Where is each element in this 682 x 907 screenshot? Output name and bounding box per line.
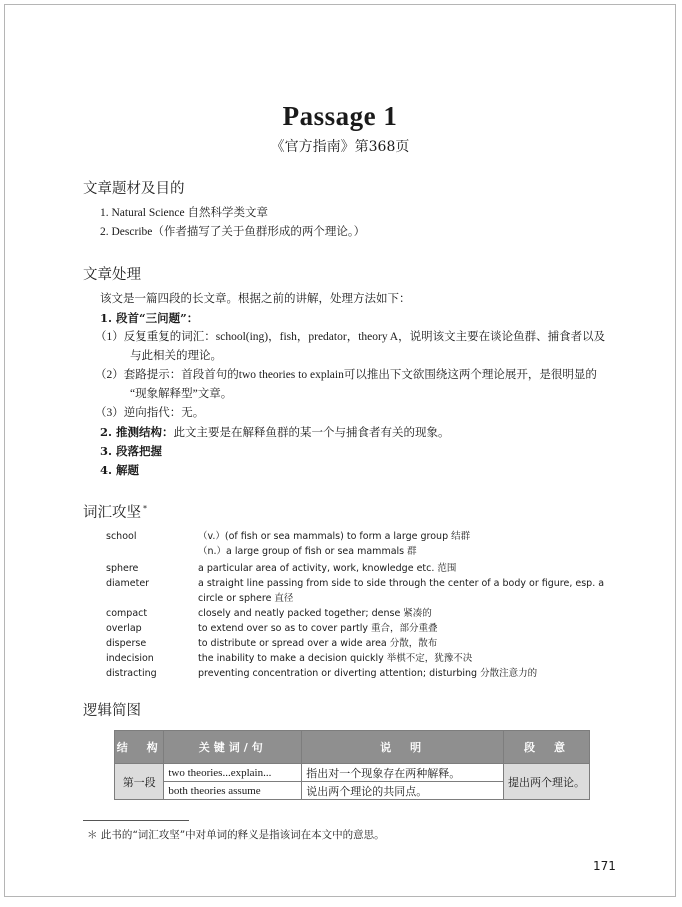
vocab-definition: （n.）a large group of fish or sea mammals 群 bbox=[198, 546, 417, 557]
process-item-2-line-1: （2）套路提示：首段首句的two theories to explain可以推出下文欲围绕这两个理论展开，是很明显的 bbox=[95, 369, 597, 381]
process-item-2-line-2: “现象解释型”文章。 bbox=[130, 388, 233, 400]
cell-meaning: 提出两个理论。 bbox=[503, 764, 589, 800]
theme-item-2: 2. Describe（作者描写了关于鱼群形成的两个理论。） bbox=[100, 226, 366, 238]
process-step-2-text: 此文主要是在解释鱼群的某一个与捕食者有关的现象。 bbox=[173, 427, 450, 439]
process-item-3: （3）逆向指代：无。 bbox=[95, 407, 205, 419]
process-item-1-line-1: （1）反复重复的词汇：school(ing)，fish，predator，theory A，说明该文主要在谈论鱼群、捕食者以及 bbox=[95, 331, 606, 343]
vocab-word: distracting bbox=[106, 668, 157, 679]
vocab-word: overlap bbox=[106, 623, 142, 634]
source-reference: 《官方指南》第368页 bbox=[270, 139, 410, 155]
col-keywords: 关键词/句 bbox=[164, 731, 302, 764]
logic-table bbox=[114, 730, 590, 800]
process-heading: 文章处理 bbox=[83, 267, 141, 283]
logic-heading: 逻辑简图 bbox=[83, 703, 141, 719]
process-step-2 bbox=[100, 423, 450, 442]
vocab-heading-mark: * bbox=[143, 504, 147, 514]
process-step-1: 1. 段首“三问题”： bbox=[100, 311, 199, 325]
vocab-word: indecision bbox=[106, 653, 154, 664]
vocab-definition: a straight line passing from side to side through the center of a body or figure, esp. a bbox=[198, 578, 605, 589]
vocab-definition: closely and neatly packed together; dense 紧凑的 bbox=[198, 608, 432, 619]
vocab-definition: circle or sphere 直径 bbox=[198, 593, 294, 604]
col-structure: 结 构 bbox=[115, 731, 164, 764]
vocab-word: compact bbox=[106, 608, 148, 619]
col-notes: 说 明 bbox=[302, 731, 504, 764]
process-step-2-label: 2. 推测结构： bbox=[100, 425, 174, 439]
vocab-definition: preventing concentration or diverting attention; disturbing 分散注意力的 bbox=[198, 668, 538, 679]
process-intro: 该文是一篇四段的长文章。根据之前的讲解，处理方法如下： bbox=[100, 293, 411, 305]
cell-note-2: 说出两个理论的共同点。 bbox=[302, 782, 504, 800]
page-number: 171 bbox=[593, 859, 616, 873]
vocab-definition: to extend over so as to cover partly 重合，部分重叠 bbox=[198, 623, 438, 634]
cell-structure: 第一段 bbox=[115, 764, 164, 800]
book-page bbox=[4, 4, 676, 897]
passage-title: Passage 1 bbox=[282, 101, 398, 131]
vocab-word: disperse bbox=[106, 638, 147, 649]
vocab-heading bbox=[83, 501, 147, 522]
cell-key-2: both theories assume bbox=[164, 782, 302, 800]
cell-note-1: 指出对一个现象存在两种解释。 bbox=[302, 764, 504, 782]
footnote-divider bbox=[83, 820, 189, 821]
logic-table-header bbox=[115, 731, 590, 764]
theme-heading: 文章题材及目的 bbox=[83, 181, 185, 197]
process-item-1-line-2: 与此相关的理论。 bbox=[130, 350, 222, 362]
process-step-3: 3. 段落把握 bbox=[100, 444, 163, 458]
vocab-definition: a particular area of activity, work, knowledge etc. 范围 bbox=[198, 563, 457, 574]
footnote: ＊ 此书的“词汇攻坚”中对单词的释义是指该词在本文中的意思。 bbox=[87, 829, 385, 841]
vocab-word: diameter bbox=[106, 578, 150, 589]
table-row bbox=[115, 764, 590, 782]
vocab-definition: to distribute or spread over a wide area 分散，散布 bbox=[198, 638, 438, 649]
cell-key-1: two theories...explain... bbox=[164, 764, 302, 782]
vocab-word: school bbox=[106, 531, 137, 542]
process-step-4: 4. 解题 bbox=[100, 463, 140, 477]
vocab-definition: （v.）(of fish or sea mammals) to form a large group 结群 bbox=[198, 531, 471, 542]
vocab-definition: the inability to make a decision quickly 举棋不定，犹豫不决 bbox=[198, 653, 473, 664]
vocab-heading-text: 词汇攻坚 bbox=[83, 505, 141, 521]
vocab-word: sphere bbox=[106, 563, 139, 574]
col-meaning: 段 意 bbox=[503, 731, 589, 764]
theme-item-1: 1. Natural Science 自然科学类文章 bbox=[100, 207, 268, 219]
